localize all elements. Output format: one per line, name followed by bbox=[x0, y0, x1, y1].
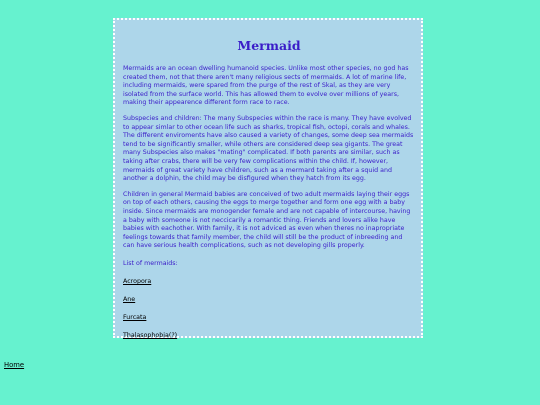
children-paragraph: Children in general Mermaid babies are conceived of two adult mermaids laying their eggs on top of each others, causing the eggs to merge together and form one egg with a baby inside. Since mermaids are monogender female and are not capable of intercourse, having a baby with someone is not neccicarily a romantic thing. Friends and lovers alike have babies with eachother. With family, it is not adviced as even when theres no inapropriate feelings towards that family member, the child will still be the product of inbreeding and can have serious health complications, such as not developing gills properly. bbox=[123, 190, 411, 250]
mermaid-link-acropora[interactable]: Acropora bbox=[123, 277, 152, 285]
mermaid-link-thalasophobia[interactable]: Thalasophobia(?) bbox=[123, 331, 178, 339]
page-title: Mermaid bbox=[237, 38, 301, 53]
content-panel bbox=[113, 18, 423, 338]
mermaid-link-ane[interactable]: Ane bbox=[123, 295, 136, 303]
list-label: List of mermaids: bbox=[123, 259, 178, 267]
home-link[interactable]: Home bbox=[4, 361, 25, 369]
mermaid-link-furcata[interactable]: Furcata bbox=[123, 313, 147, 321]
subspecies-paragraph: Subspecies and children: The many Subspecies within the race is many. They have evolved to appear simlar to other ocean life such as sharks, tropical fish, octopi, corals and whales. The different enviroments have also caused a variety of changes, some deep sea mermaids tend to be significantly smaller, while others are considered deep sea gigants. The great many Subspecies also makes "mating" complicated. If both parents are similar, such as taking after crabs, there will be very few complications within the child. If, however, mermaids of great variety have children, such as a mermard taking after a squid and another a dolphin, the child may be disfigured when they hatch from its egg. bbox=[123, 114, 414, 183]
intro-paragraph: Mermaids are an ocean dwelling humanoid species. Unlike most other species, no god has created them, not that there aren't many religious sects of mermaids. A lot of marine life, including mermaids, were spared from the purge of the rest of Skal, as they are very isolated from the surface world. This has allowed them to evolve over millions of years, making their appearence different form race to race. bbox=[123, 65, 409, 107]
